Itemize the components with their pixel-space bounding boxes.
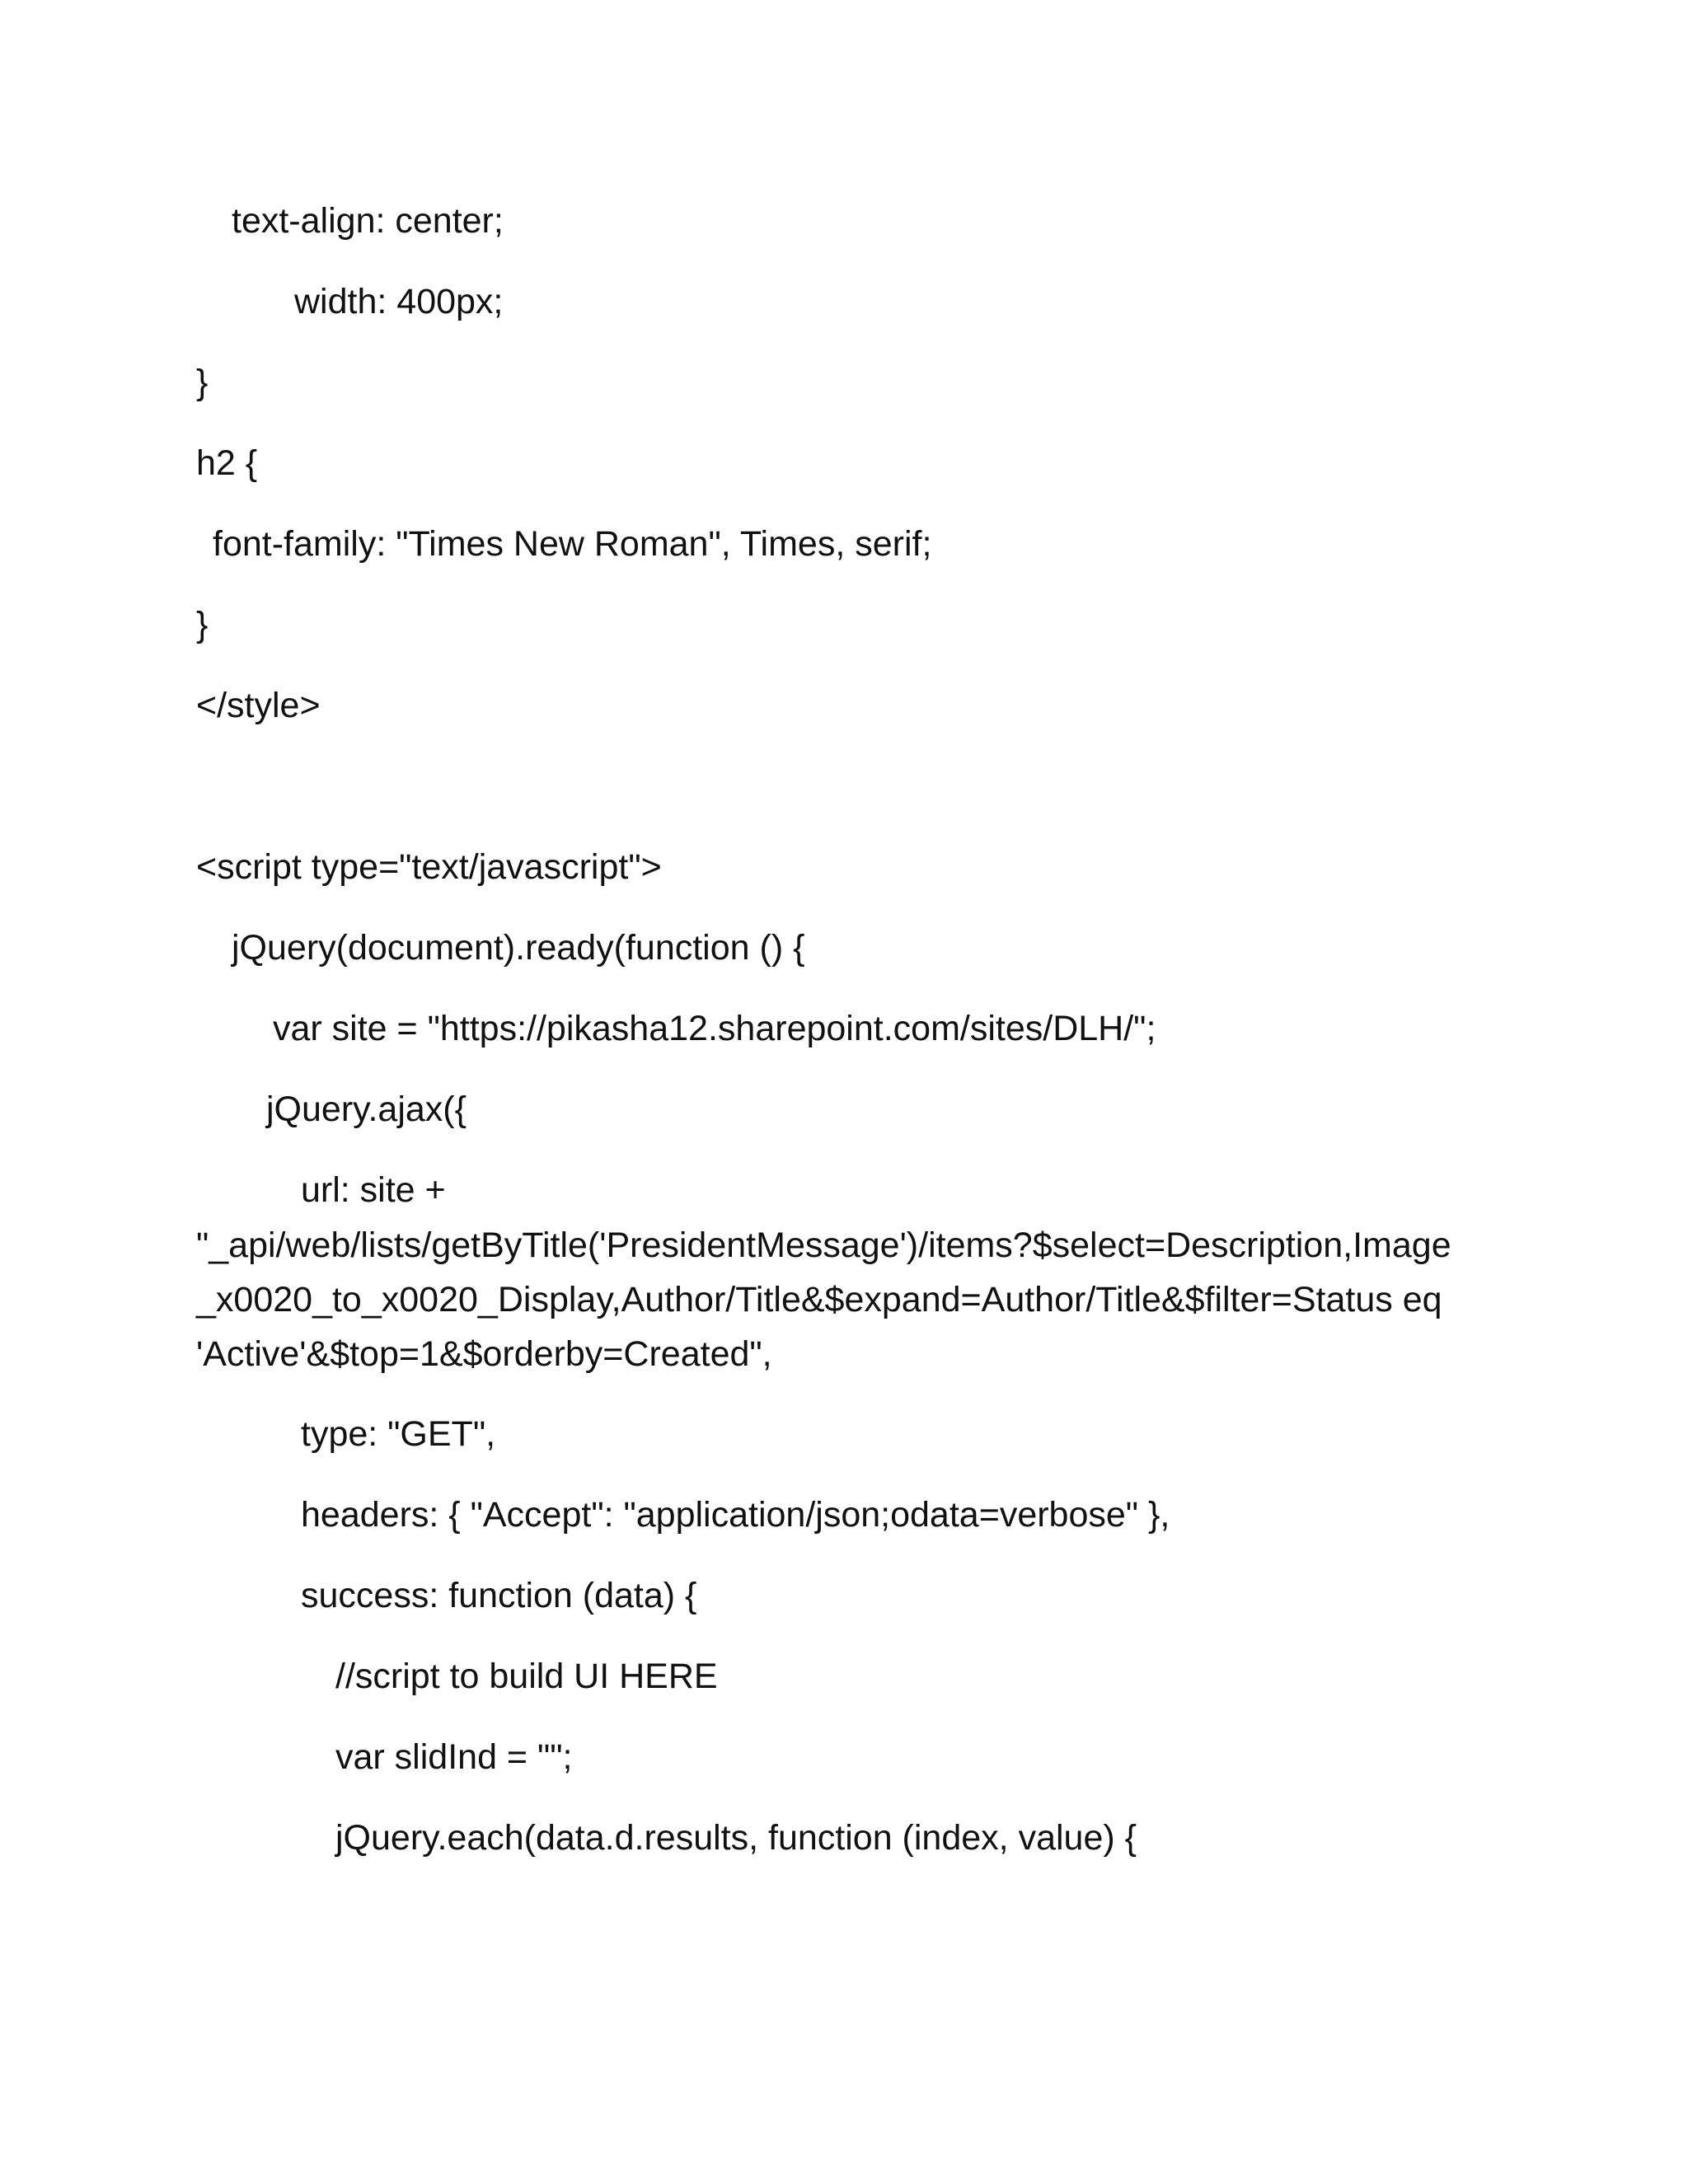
code-line-site-var: var site = "https://pikasha12.sharepoint.com/sites/DLH/"; (273, 1009, 1156, 1048)
code-line-text-align: text-align: center; (232, 201, 504, 241)
code-line-each: jQuery.each(data.d.results, function (index, value) { (335, 1818, 1137, 1858)
code-line-type: type: "GET", (301, 1414, 496, 1454)
code-line-document-ready: jQuery(document).ready(function () { (232, 928, 805, 968)
code-line-success: success: function (data) { (301, 1576, 697, 1615)
code-line-url: url: site + (301, 1170, 446, 1210)
code-line-ajax: jQuery.ajax({ (266, 1090, 467, 1129)
code-line-h2-selector: h2 { (196, 443, 258, 483)
code-line-slidind: var slidInd = ""; (335, 1737, 573, 1777)
code-line-close-brace: } (196, 363, 209, 402)
code-line-font-family: font-family: "Times New Roman", Times, serif; (213, 524, 932, 564)
code-line-url-query-1: "_api/web/lists/getByTitle('PresidentMessage')/items?$select=Description,Image (196, 1226, 1451, 1265)
code-line-width: width: 400px; (294, 282, 504, 321)
code-line-comment: //script to build UI HERE (335, 1657, 718, 1696)
code-line-url-query-3: 'Active'&$top=1&$orderby=Created", (196, 1334, 772, 1374)
code-line-script-open: <script type="text/javascript"> (196, 847, 662, 887)
code-line-headers: headers: { "Accept": "application/json;odata=verbose" }, (301, 1495, 1170, 1535)
code-line-style-close: </style> (196, 686, 321, 725)
code-line-close-brace: } (196, 605, 209, 644)
code-line-url-query-2: _x0020_to_x0020_Display,Author/Title&$expand=Author/Title&$filter=Status eq (196, 1280, 1442, 1319)
